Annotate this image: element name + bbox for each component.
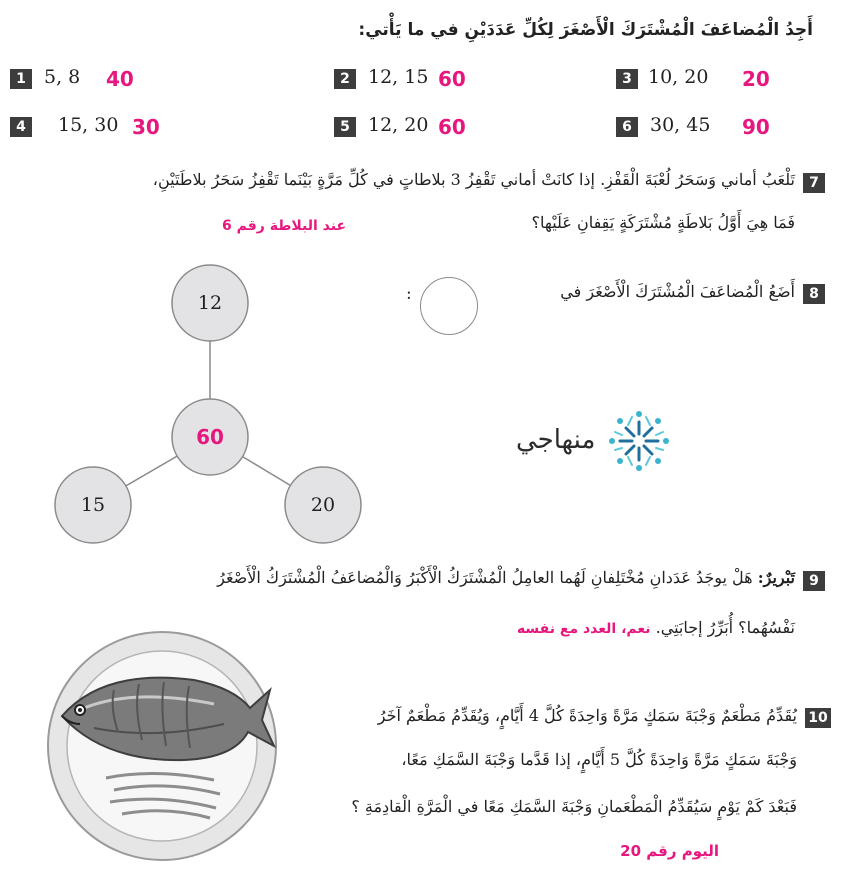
fish-plate-illustration [44,628,280,864]
question-9-line2-wrap [517,620,795,636]
exercise-number: 5 [334,117,356,137]
question-8-text: أَضَعُ الْمُضاعَفَ الْمُشْتَرَكَ الْأَصْغَرَ في [560,282,795,301]
exercise-answer: 20 [742,67,770,91]
exercise-answer: 40 [106,67,134,91]
exercise-pair: 10, 20 [648,66,709,88]
question-7-line1: تَلْعَبُ أماني وَسَحَرُ لُعْبَةَ الْقَفْزِ. إذا كانَتْ أماني تَقْفِزُ 3 بلاطاتٍ في كُلِّ مَرَّةٍ بَيْنَما تَقْفِزُ سَحَرُ بلاطَتَيْنِ، [152,170,795,189]
exercise-pair: 30, 45 [650,114,711,136]
question-7-line2: فَمَا هِيَ أَوَّلُ بَلاطَةٍ مُشْتَرَكَةٍ يَقِفانِ عَلَيْها؟ [531,213,795,232]
exercise-number: 6 [616,117,638,137]
question-10-line3: فَبَعْدَ كَمْ يَوْمٍ سَيُقَدِّمُ الْمَطْعَمانِ وَجْبَةَ السَّمَكِ مَعًا في الْمَرَّةِ الْقادِمَةِ ؟ [351,797,797,816]
exercise-pair: 12, 15 [368,66,429,88]
exercise-answer: 60 [438,67,466,91]
exercise-answer: 90 [742,115,770,139]
exercise-number: 2 [334,69,356,89]
question-8-number: 8 [803,284,825,304]
question-10-line1: يُقَدِّمُ مَطْعَمٌ وَجْبَةَ سَمَكٍ مَرَّةً وَاحِدَةً كُلَّ 4 أَيَّامٍ، وَيُقَدِّمُ مَطْعَمٌ آخَرُ [377,706,797,725]
question-9-label: تَبْريرٌ: [757,568,795,587]
manhaji-logo-icon [606,408,672,474]
node-value-left: 15 [80,494,106,516]
question-9-answer: نعم، العدد مع نفسه [516,621,651,637]
question-7-answer: عند البلاطة رقم 6 [222,218,347,234]
node-value-center: 60 [196,425,224,449]
question-9-line1-wrap [217,570,795,586]
exercise-pair: 5, 8 [44,66,81,88]
exercise-number: 3 [616,69,638,89]
question-9-line2: نَفْسُهُما؟ أُبَرِّرُ إجابَتِي. [655,618,795,637]
exercise-pair: 15, 30 [58,114,119,136]
question-10-number: 10 [805,708,831,728]
question-8-colon: : [406,284,412,304]
question-9-line1: هَلْ يوجَدُ عَدَدانِ مُخْتَلِفانِ لَهُما العامِلُ الْمُشْتَرَكُ الْأَكْبَرُ وَالْمُضاعَفُ الْمُشْتَرَكُ الْأَصْغَرُ [217,568,753,587]
question-9-number: 9 [803,571,825,591]
node-value-right: 20 [310,494,336,516]
exercise-answer: 30 [132,115,160,139]
question-10-answer: اليوم رقم 20 [620,842,719,860]
section-heading: أَجِدُ الْمُضاعَفَ الْمُشْتَرَكَ الْأَصْغَرَ لِكُلِّ عَدَدَيْنِ في ما يَأْتي: [358,20,813,40]
exercise-answer: 60 [438,115,466,139]
question-10-line2: وَجْبَةَ سَمَكٍ مَرَّةً وَاحِدَةً كُلَّ 5 أَيَّامٍ، إذا قَدَّما وَجْبَةَ السَّمَكِ مَعًا، [401,750,797,769]
question-7-number: 7 [803,173,825,193]
exercise-pair: 12, 20 [368,114,429,136]
exercise-number: 1 [10,69,32,89]
logo-text: منهاجي [516,425,596,455]
node-value-top: 12 [197,292,223,314]
exercise-number: 4 [10,117,32,137]
